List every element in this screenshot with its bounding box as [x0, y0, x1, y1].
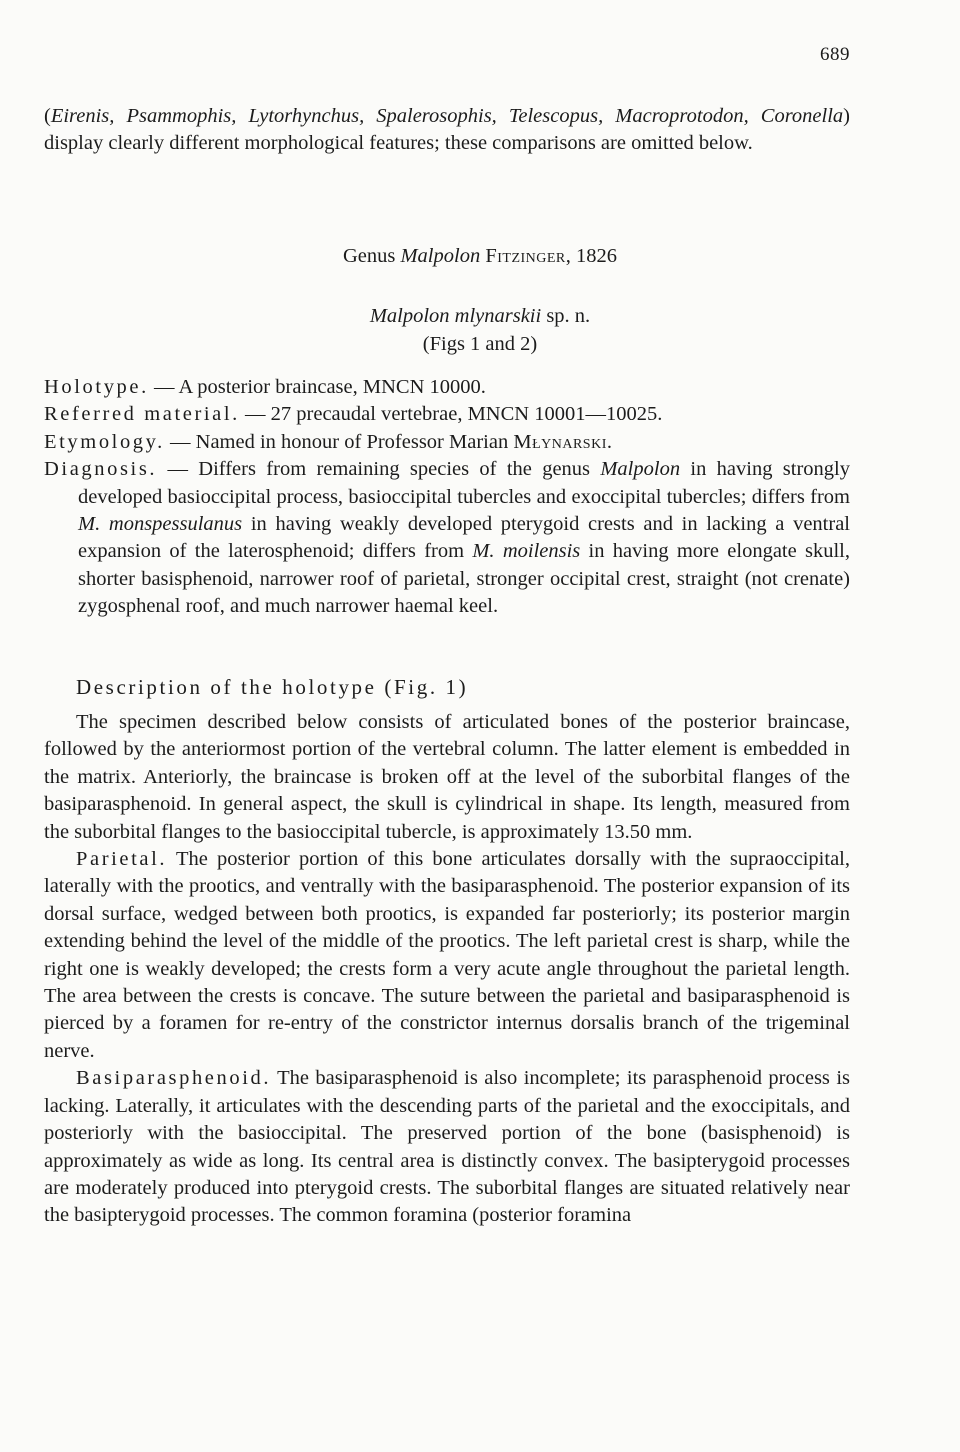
- intro-open-paren: (: [44, 105, 51, 127]
- etymology-end: .: [606, 430, 612, 453]
- diagnosis-taxon-1: Malpolon: [600, 458, 681, 481]
- description-body: [44, 709, 850, 1230]
- genus-name: Malpolon: [400, 245, 481, 267]
- genus-year: , 1826: [565, 245, 618, 267]
- diagnosis-text-4: in having more elongate skull, shorter basisphenoid, narrower roof of parietal, stronger occipital crest, straight (not crenate) zygosphenal roof, and much narrower haemal keel.: [78, 540, 850, 618]
- diagnosis-label: Diagnosis.: [44, 458, 158, 481]
- genus-heading: [0, 242, 960, 270]
- genus-author: Fitzinger: [485, 245, 566, 267]
- etymology-person: Młynarski: [513, 430, 607, 453]
- basiparasphenoid-text: The basiparasphenoid is also incomplete; its parasphenoid process is lacking. Laterally, it articulates with the descending parts of the parietal and the exoccipitals, and posteriorly with the basioccipital. The preserved portion of the bone (basisphenoid) is approximately as wide as long. Its central area is distinctly convex. The basipterygoid processes are moderately produced into pterygoid crests. The suborbital flanges are situated relatively near the basipterygoid processes. The common foramina (posterior foramina: [44, 1067, 850, 1227]
- referred-material-entry: [44, 401, 850, 428]
- basiparasphenoid-label: Basiparasphenoid.: [76, 1067, 272, 1090]
- parietal-paragraph: [44, 846, 850, 1065]
- species-heading: [0, 302, 960, 330]
- etymology-entry: [44, 429, 850, 456]
- diagnosis-text-3: in having weakly developed pterygoid crests and in lacking a ventral expansion of the laterosphenoid; differs from: [78, 513, 850, 563]
- parietal-text: The posterior portion of this bone articulates dorsally with the supraoccipital, laterally with the prootics, and ventrally with the basiparasphenoid. The posterior expansion of its dorsal surface, wedged between both prootics, is expanded far posteriorly; its posterior margin extending behind the level of the middle of the prootics. The left parietal crest is sharp, while the right one is weakly developed; the crests form a very acute angle throughout the parietal length. The area between the crests is concave. The suture between the parietal and basiparasphenoid is pierced by a foramen for re-entry of the constrictor internus dorsalis branch of the trigeminal nerve.: [44, 848, 850, 1062]
- holotype-entry: [44, 374, 850, 401]
- figure-reference: (Figs 1 and 2): [422, 333, 538, 355]
- description-heading: Description of the holotype (Fig. 1): [76, 675, 469, 699]
- genera-list: Eirenis, Psammophis, Lytorhynchus, Spalerosophis, Telescopus, Macroprotodon, Coronella: [50, 105, 844, 127]
- diagnosis-taxon-3: M. moilensis: [472, 540, 581, 563]
- intro-rest: ) display clearly different morphological features; these comparisons are omitted below.: [44, 105, 850, 155]
- basiparasphenoid-paragraph: [44, 1065, 850, 1229]
- diagnosis-text-2: in having strongly developed basioccipital process, basioccipital tubercles and exoccipital tubercles; differs from: [78, 458, 850, 508]
- etymology-text: — Named in honour of Professor Marian: [164, 430, 514, 453]
- parietal-label: Parietal.: [76, 848, 168, 871]
- holotype-text: — A posterior braincase, MNCN 10000.: [148, 376, 486, 398]
- page-number: 689: [820, 44, 850, 65]
- genus-prefix: Genus: [342, 245, 401, 267]
- intro-paragraph: [44, 103, 850, 158]
- diagnosis-entry: [44, 456, 850, 620]
- taxonomic-entries: [44, 374, 850, 621]
- species-suffix: sp. n.: [541, 305, 591, 327]
- specimen-paragraph: The specimen described below consists of articulated bones of the posterior braincase, followed by the anteriormost portion of the vertebral column. The latter element is embedded in the matrix. Anteriorly, the braincase is broken off at the level of the suborbital flanges of the basiparasphenoid. In general aspect, the skull is cylindrical in shape. Its length, measured from the suborbital flanges to the basioccipital tubercle, is approximately 13.50 mm.: [44, 711, 850, 843]
- holotype-label: Holotype.: [44, 376, 149, 398]
- etymology-label: Etymology.: [44, 430, 165, 453]
- diagnosis-taxon-2: M. monspessulanus: [78, 513, 243, 536]
- species-name: Malpolon mlynarskii: [369, 305, 542, 327]
- referred-material-label: Referred material.: [44, 403, 240, 426]
- diagnosis-text-1: — Differs from remaining species of the genus: [157, 458, 601, 481]
- referred-material-text: — 27 precaudal vertebrae, MNCN 10001—10025.: [239, 403, 663, 426]
